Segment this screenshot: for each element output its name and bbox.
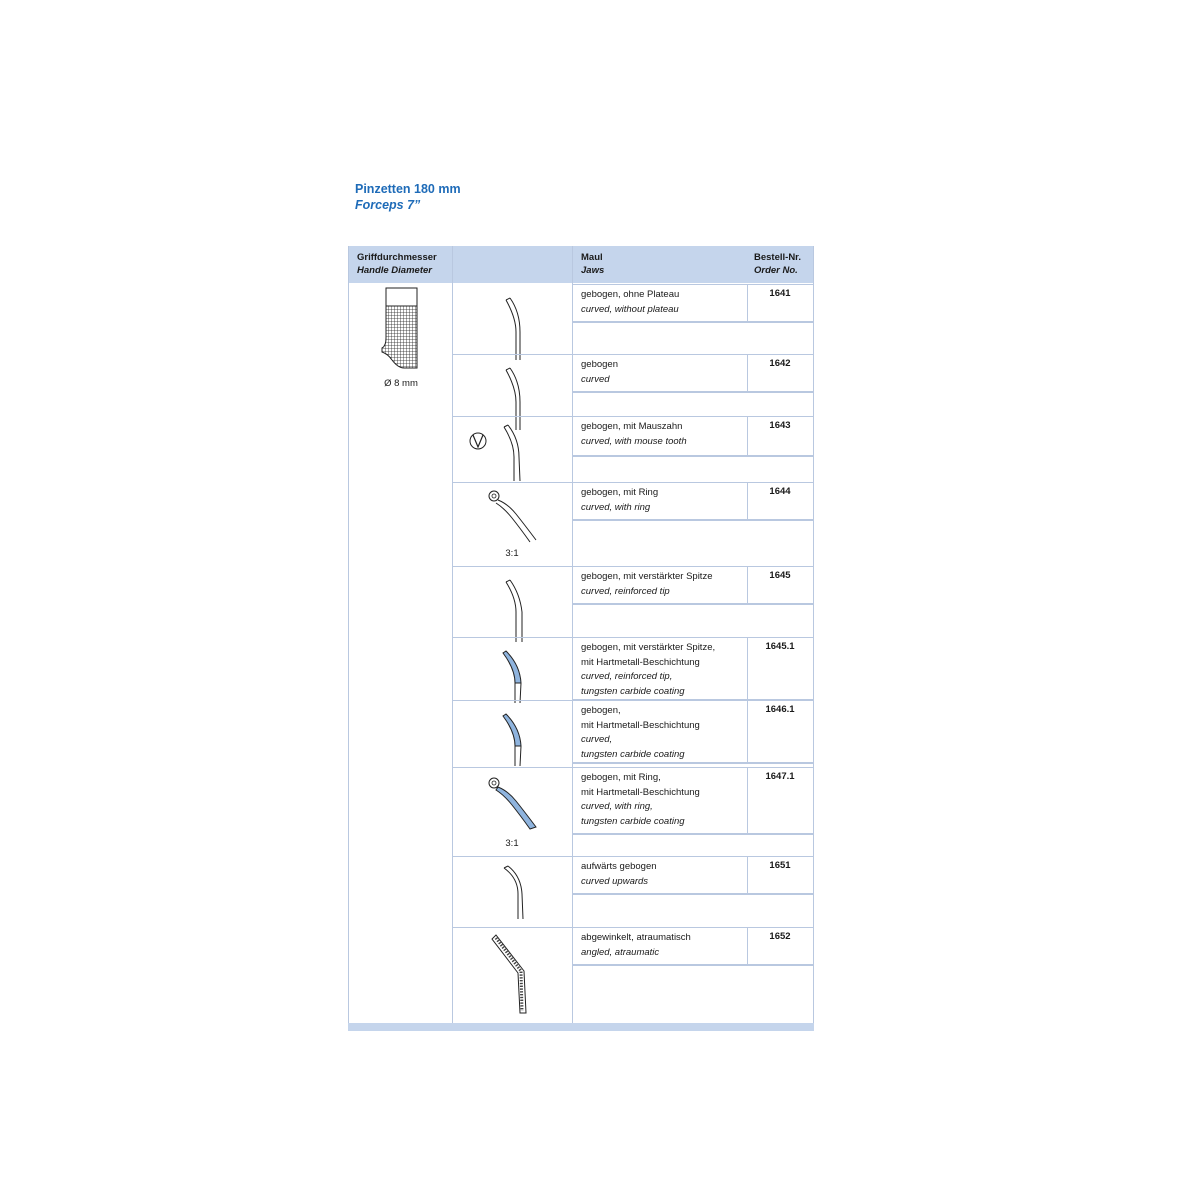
row-separator (452, 637, 572, 638)
jaw-description-german: gebogen, mit verstärkter Spitze, (581, 642, 716, 653)
column-rule (452, 246, 453, 1023)
header-order-en: Order No. (754, 265, 798, 276)
order-number: 1652 (769, 931, 791, 942)
row-separator (452, 416, 572, 417)
jaw-description-german: mit Hartmetall-Beschichtung (581, 719, 700, 731)
row-separator (572, 894, 814, 895)
jaw-description (581, 860, 657, 889)
curved-upwards-tip-icon (498, 864, 538, 919)
jaw-description-german: abgewinkelt, atraumatisch (581, 932, 691, 943)
mouse-tooth-tip-icon (470, 421, 530, 481)
carbide-tip-icon (498, 706, 538, 766)
jaw-description (581, 358, 618, 387)
header-jaws-de: Maul (581, 252, 603, 263)
row-separator (572, 763, 814, 764)
header-handle-en: Handle Diameter (357, 265, 432, 276)
product-table (348, 246, 814, 1031)
row-separator (572, 322, 814, 323)
order-number: 1651 (769, 860, 791, 871)
column-rule (348, 246, 349, 1031)
order-number: 1646.1 (765, 704, 795, 715)
jaw-description-german: gebogen, (581, 705, 621, 716)
reinforced-tip-icon (498, 572, 538, 642)
jaw-description-german: gebogen (581, 359, 618, 370)
order-number: 1643 (769, 420, 791, 431)
jaw-description-english: curved, with mouse tooth (581, 435, 687, 447)
jaw-description (581, 570, 712, 599)
table-footer-bar (348, 1023, 814, 1031)
order-number: 1641 (769, 288, 791, 299)
jaw-description-english: curved upwards (581, 875, 649, 887)
row-separator (572, 604, 814, 605)
order-number: 1647.1 (765, 771, 795, 782)
magnification-ratio: 3:1 (505, 838, 519, 849)
magnification-ratio: 3:1 (505, 548, 519, 559)
title-german: Pinzetten 180 mm (355, 182, 461, 196)
order-number: 1642 (769, 358, 791, 369)
jaw-description (581, 931, 691, 960)
page-title (355, 181, 461, 213)
header-handle-de: Griffdurchmesser (357, 252, 437, 263)
carbide-ring-tip-icon (486, 775, 546, 835)
row-separator (572, 965, 814, 966)
order-number: 1644 (769, 486, 791, 497)
row-separator (452, 927, 572, 928)
jaw-description-german: gebogen, mit Ring, (581, 772, 661, 783)
jaw-description-german: gebogen, ohne Plateau (581, 289, 680, 300)
curved-tip-icon (498, 290, 538, 360)
row-separator (572, 520, 814, 521)
carbide-tip-icon (498, 643, 538, 703)
order-number: 1645.1 (765, 641, 795, 652)
row-separator (452, 767, 572, 768)
jaw-description (581, 288, 679, 317)
row-separator (452, 700, 572, 701)
row-separator (572, 392, 814, 393)
header-handle-diameter (357, 251, 437, 277)
header-jaws (581, 251, 604, 277)
header-order-no (754, 251, 801, 277)
atraumatic-tip-icon (494, 935, 534, 1015)
jaw-description (581, 641, 715, 699)
header-order-de: Bestell-Nr. (754, 252, 801, 263)
jaw-description-english: curved, reinforced tip, (581, 671, 673, 683)
jaw-description-german: mit Hartmetall-Beschichtung (581, 656, 700, 668)
jaw-description-english: curved, (581, 734, 613, 746)
jaw-description-german: gebogen, mit verstärkter Spitze (581, 571, 713, 582)
jaw-description-english: curved (581, 373, 610, 385)
jaw-description-english: tungsten carbide coating (581, 815, 685, 827)
jaw-description-english: angled, atraumatic (581, 946, 660, 958)
jaw-description-german: gebogen, mit Ring (581, 487, 659, 498)
handle-diameter-label: Ø 8 mm (384, 378, 418, 389)
jaw-description (581, 771, 700, 829)
jaw-description-english: tungsten carbide coating (581, 685, 685, 697)
row-separator (452, 354, 572, 355)
jaw-description-english: curved, with ring, (581, 801, 653, 813)
jaw-description (581, 704, 700, 762)
row-separator (452, 482, 572, 483)
jaw-description (581, 420, 687, 449)
ring-tip-icon (486, 488, 546, 548)
curved-tip-icon (498, 360, 538, 430)
jaw-description-german: mit Hartmetall-Beschichtung (581, 786, 700, 798)
header-jaws-en: Jaws (581, 265, 605, 276)
jaw-description-english: curved, reinforced tip (581, 585, 670, 597)
handle-grip-icon (382, 288, 422, 374)
row-separator (452, 566, 572, 567)
title-english: Forceps 7” (355, 198, 421, 212)
order-number: 1645 (769, 570, 791, 581)
jaw-description-english: curved, without plateau (581, 303, 679, 315)
jaw-description-english: curved, with ring (581, 501, 651, 513)
jaw-description-english: tungsten carbide coating (581, 748, 685, 760)
jaw-description-german: gebogen, mit Mauszahn (581, 421, 683, 432)
row-separator (572, 834, 814, 835)
jaw-description-german: aufwärts gebogen (581, 861, 657, 872)
jaw-description (581, 486, 658, 515)
row-separator (452, 856, 572, 857)
row-separator (572, 456, 814, 457)
